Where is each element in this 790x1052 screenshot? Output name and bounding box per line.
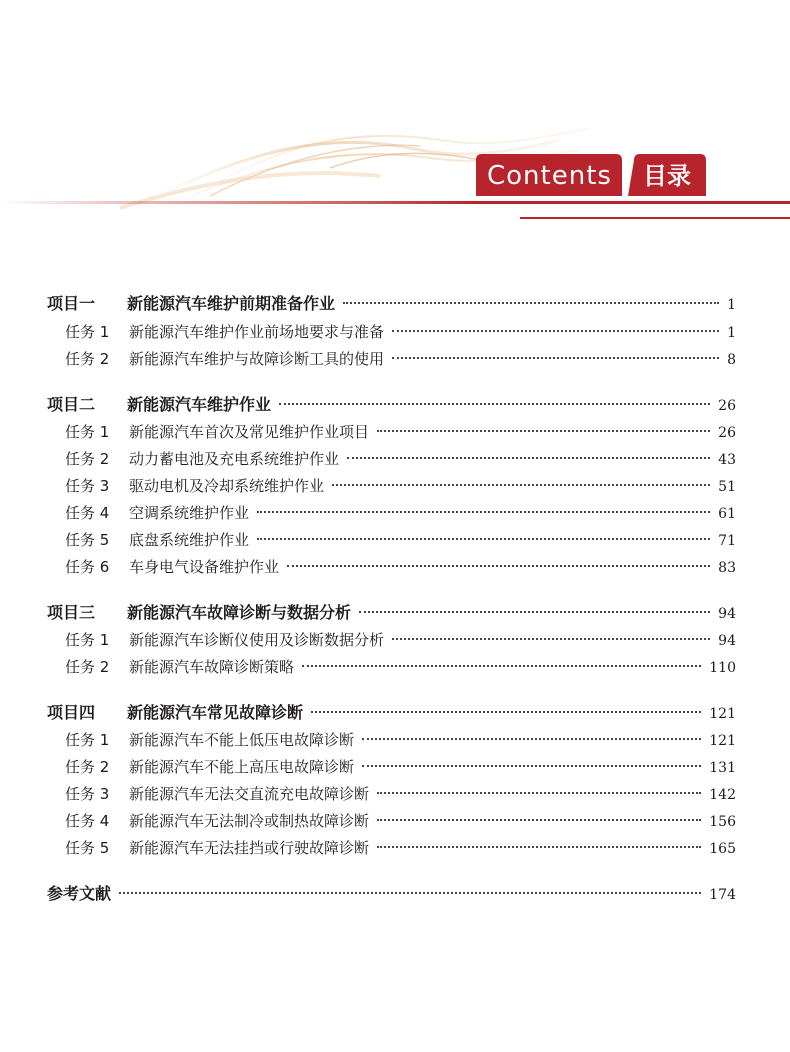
page-number: 61 [718, 506, 736, 522]
dot-leader [257, 511, 710, 513]
task-title: 新能源汽车无法挂挡或行驶故障诊断 [129, 839, 370, 857]
dot-leader [347, 457, 710, 459]
page-number: 43 [718, 452, 736, 468]
toc-task-2-6[interactable] [65, 555, 736, 579]
toc-task-1-2[interactable] [65, 347, 736, 371]
task-title: 新能源汽车诊断仪使用及诊断数据分析 [129, 631, 385, 649]
task-title: 底盘系统维护作业 [129, 531, 250, 549]
task-label: 任务 4 [65, 812, 110, 830]
project-label: 项目一 [47, 294, 96, 313]
task-title: 动力蓄电池及充电系统维护作业 [129, 450, 340, 468]
task-label: 任务 2 [65, 350, 110, 368]
mulu-heading: 目录 [643, 162, 691, 190]
toc-project-2[interactable] [47, 393, 736, 417]
task-label: 任务 3 [65, 785, 110, 803]
task-label: 任务 5 [65, 531, 110, 549]
toc-task-1-1[interactable] [65, 320, 736, 344]
toc-references[interactable] [47, 882, 736, 906]
page-number: 51 [718, 479, 736, 495]
project-label: 项目三 [47, 603, 96, 622]
toc-project-1[interactable] [47, 292, 736, 316]
toc-project-4[interactable] [47, 701, 736, 725]
toc-task-4-4[interactable] [65, 809, 736, 833]
task-title: 车身电气设备维护作业 [129, 558, 280, 576]
task-title: 新能源汽车首次及常见维护作业项目 [129, 423, 370, 441]
dot-leader [257, 538, 710, 540]
page-number: 94 [718, 633, 736, 649]
task-title: 新能源汽车无法制冷或制热故障诊断 [129, 812, 370, 830]
page-number: 142 [709, 787, 736, 803]
dot-leader [332, 484, 710, 486]
page-number: 71 [718, 533, 736, 549]
page-number: 1 [727, 325, 736, 341]
dot-leader [377, 819, 701, 821]
dot-leader [392, 357, 719, 359]
dot-leader [362, 765, 701, 767]
page-number: 110 [709, 660, 736, 676]
dot-leader [287, 565, 710, 567]
task-title: 空调系统维护作业 [129, 504, 250, 522]
page-number: 165 [709, 841, 736, 857]
toc-task-2-5[interactable] [65, 528, 736, 552]
dot-leader [377, 430, 710, 432]
dot-leader [392, 638, 710, 640]
toc-task-4-5[interactable] [65, 836, 736, 860]
task-label: 任务 2 [65, 658, 110, 676]
dot-leader [311, 711, 701, 713]
project-title: 新能源汽车维护作业 [127, 395, 272, 414]
task-title: 新能源汽车无法交直流充电故障诊断 [129, 785, 370, 803]
page-number: 26 [718, 398, 736, 414]
toc-task-2-2[interactable] [65, 447, 736, 471]
page-number: 83 [718, 560, 736, 576]
references-title: 参考文献 [47, 884, 112, 903]
page-number: 8 [727, 352, 736, 368]
page-number: 131 [709, 760, 736, 776]
page-number: 121 [709, 706, 736, 722]
page-number: 156 [709, 814, 736, 830]
toc-project-3[interactable] [47, 601, 736, 625]
page-number: 94 [718, 606, 736, 622]
page-number: 121 [709, 733, 736, 749]
task-label: 任务 2 [65, 450, 110, 468]
project-label: 项目二 [47, 395, 96, 414]
project-title: 新能源汽车常见故障诊断 [127, 703, 304, 722]
toc-task-3-2[interactable] [65, 655, 736, 679]
toc-task-4-2[interactable] [65, 755, 736, 779]
task-title: 新能源汽车不能上低压电故障诊断 [129, 731, 355, 749]
dot-leader [119, 892, 701, 894]
page-number: 1 [727, 297, 736, 313]
dot-leader [279, 403, 710, 405]
dot-leader [377, 846, 701, 848]
page-number: 174 [709, 887, 736, 903]
task-label: 任务 1 [65, 731, 110, 749]
dot-leader [359, 611, 710, 613]
task-label: 任务 1 [65, 631, 110, 649]
task-label: 任务 1 [65, 423, 110, 441]
toc-task-2-4[interactable] [65, 501, 736, 525]
page-number: 26 [718, 425, 736, 441]
project-title: 新能源汽车故障诊断与数据分析 [127, 603, 352, 622]
toc-task-4-3[interactable] [65, 782, 736, 806]
dot-leader [343, 302, 719, 304]
task-label: 任务 2 [65, 758, 110, 776]
task-label: 任务 1 [65, 323, 110, 341]
task-title: 驱动电机及冷却系统维护作业 [129, 477, 325, 495]
toc-task-4-1[interactable] [65, 728, 736, 752]
task-label: 任务 5 [65, 839, 110, 857]
project-label: 项目四 [47, 703, 96, 722]
toc-task-2-1[interactable] [65, 420, 736, 444]
dot-leader [362, 738, 701, 740]
task-label: 任务 3 [65, 477, 110, 495]
contents-heading: Contents [487, 161, 612, 191]
task-title: 新能源汽车故障诊断策略 [129, 658, 295, 676]
dot-leader [392, 330, 719, 332]
task-label: 任务 6 [65, 558, 110, 576]
dot-leader [377, 792, 701, 794]
task-title: 新能源汽车维护与故障诊断工具的使用 [129, 350, 385, 368]
project-title: 新能源汽车维护前期准备作业 [127, 294, 336, 313]
dot-leader [302, 665, 701, 667]
toc-task-2-3[interactable] [65, 474, 736, 498]
task-label: 任务 4 [65, 504, 110, 522]
toc-task-3-1[interactable] [65, 628, 736, 652]
task-title: 新能源汽车维护作业前场地要求与准备 [129, 323, 385, 341]
task-title: 新能源汽车不能上高压电故障诊断 [129, 758, 355, 776]
